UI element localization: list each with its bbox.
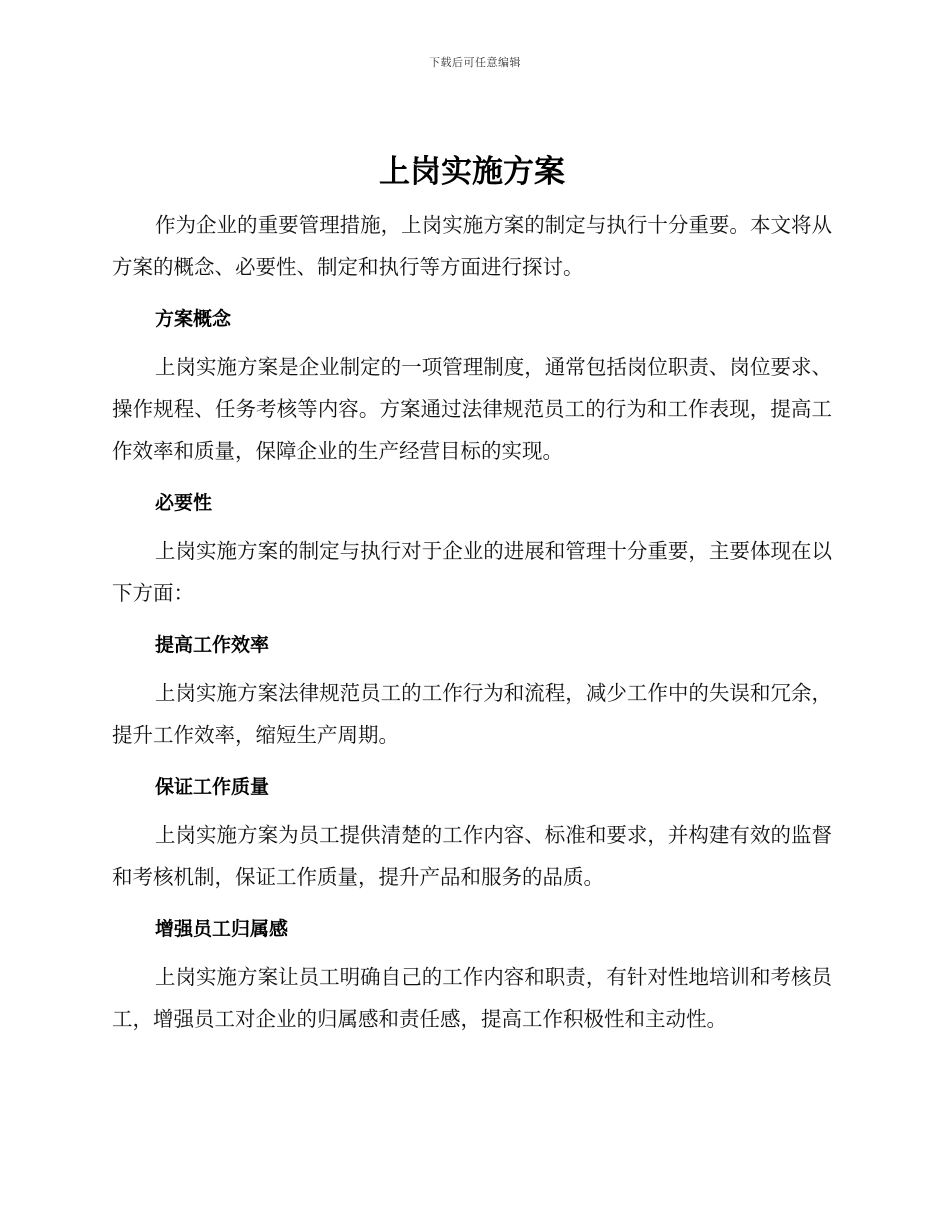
header-note: 下载后可任意编辑 — [429, 56, 521, 69]
section-heading-efficiency: 提高工作效率 — [155, 634, 270, 656]
section-heading-belonging: 增强员工归属感 — [155, 918, 289, 940]
section-heading-quality: 保证工作质量 — [155, 776, 270, 798]
section-heading-necessity: 必要性 — [155, 492, 213, 514]
document-body — [112, 150, 832, 1040]
section-body-quality: 上岗实施方案为员工提供清楚的工作内容、标准和要求，并构建有效的监督和考核机制，保证工作质量，提升产品和服务的品质。 — [112, 823, 832, 889]
section-body-necessity: 上岗实施方案的制定与执行对于企业的进展和管理十分重要，主要体现在以下方面： — [112, 539, 832, 605]
section-body-belonging: 上岗实施方案让员工明确自己的工作内容和职责，有针对性地培训和考核员工，增强员工对企业的归属感和责任感，提高工作积极性和主动性。 — [112, 965, 832, 1031]
section-body-concept: 上岗实施方案是企业制定的一项管理制度，通常包括岗位职责、岗位要求、操作规程、任务考核等内容。方案通过法律规范员工的行为和工作表现，提高工作效率和质量，保障企业的生产经营目标的实现。 — [112, 355, 832, 463]
document-title: 上岗实施方案 — [379, 154, 565, 190]
section-body-efficiency: 上岗实施方案法律规范员工的工作行为和流程，减少工作中的失误和冗余，提升工作效率，缩短生产周期。 — [112, 681, 832, 747]
intro-paragraph: 作为企业的重要管理措施，上岗实施方案的制定与执行十分重要。本文将从方案的概念、必要性、制定和执行等方面进行探讨。 — [112, 213, 832, 279]
section-heading-concept: 方案概念 — [155, 308, 232, 330]
